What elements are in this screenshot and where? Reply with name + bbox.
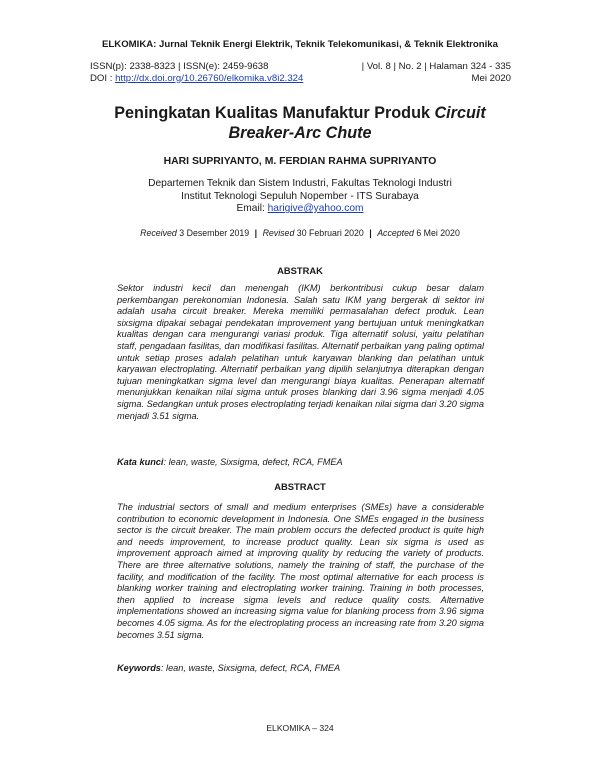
affiliation-institute: Institut Teknologi Sepuluh Nopember - ITS Surabaya <box>181 190 419 202</box>
email-label: Email: <box>236 203 268 215</box>
publication-meta-right <box>362 61 511 84</box>
abstract-keywords <box>117 663 484 673</box>
abstrak-heading: ABSTRAK <box>277 265 323 276</box>
journal-header: ELKOMIKA: Jurnal Teknik Energi Elektrik, Teknik Telekomunikasi, & Teknik Elektronika <box>102 39 498 50</box>
paper-title <box>60 104 540 143</box>
accepted-date: 6 Mei 2020 <box>413 228 460 238</box>
email-line <box>0 203 600 216</box>
revised-date: 30 Februari 2020 <box>294 228 364 238</box>
doi-line <box>90 73 303 85</box>
affiliation <box>0 178 600 216</box>
date-separator: | <box>254 228 258 238</box>
authors: HARI SUPRIYANTO, M. FERDIAN RAHMA SUPRIYANTO <box>163 156 437 167</box>
keywords-values: : lean, waste, Sixsigma, defect, RCA, FMEA <box>160 663 341 673</box>
article-dates <box>0 228 600 238</box>
email-link[interactable]: harigive@yahoo.com <box>267 203 364 215</box>
keywords-label: Keywords <box>117 663 161 673</box>
abstract-body: The industrial sectors of small and medium enterprises (SMEs) have a considerable contribution to economic development in Indonesia. One SMEs engaged in the business sector is the circuit breaker. The main problem occurs the defected product is quite high and needs improvement, to increase product quality. Lean six sigma is used as improvement approach aimed at improving quality by reducing the variety of products. There are three alternative solutions, namely the training of staff, the purchase of the facility, and modification of the facility. The most optimal alternative for each process is blanking worker training and electroplating worker training. Training in both processes, then applied to increase sigma levels and reduce quality costs. Alternative implementations showed an increasing sigma value for blanking process from 3.96 sigma becomes 4.05 sigma. As for the electroplating process an increasing rate from 3.20 sigma becomes 3.51 sigma. <box>117 502 484 640</box>
title-italic-part2: Breaker-Arc Chute <box>228 123 372 142</box>
received-date: 3 Desember 2019 <box>176 228 250 238</box>
abstrak-keywords <box>117 457 484 467</box>
issn-line: ISSN(p): 2338-8323 | ISSN(e): 2459-9638 <box>90 61 269 72</box>
date-separator: | <box>369 228 372 238</box>
title-regular: Peningkatan Kualitas Manufaktur Produk <box>114 104 435 122</box>
publication-date: Mei 2020 <box>471 72 511 84</box>
publication-meta-left <box>90 61 303 84</box>
kata-kunci-label: Kata kunci <box>117 457 164 467</box>
received-label: Received <box>140 228 177 238</box>
kata-kunci-values: : lean, waste, Sixsigma, defect, RCA, FMEA <box>163 457 343 467</box>
accepted-label: Accepted <box>377 228 414 238</box>
abstrak-body: Sektor industri kecil dan menengah (IKM) berkontribusi cukup besar dalam perkembangan perekonomian Indonesia. Salah satu IKM yang bergerak di sektor ini adalah usaha circuit breaker. Mereka memiliki permasalahan defect produk. Lean sixsigma dipakai sebagai pendekatan improvement yang bertujuan untuk meningkatkan kualitas dengan cara mengurangi variasi produk. Tiga alternatif solusi, yaitu pelatihan staff, pengadaan fasilitas, dan modifikasi fasilitas. Alternatif perbaikan yang paling optimal untuk setiap proses adalah pelatihan untuk karyawan blanking dan pelatihan untuk karyawan electroplating. Alternatif perbaikan yang dipilih selanjutnya diterapkan dengan tujuan meningkatkan sigma level dan mengurangi biaya kualitas. Penerapan alternatif menunjukkan kenaikan nilai sigma untuk proses blanking dari 3.96 sigma menjadi 4.05 sigma. Sedangkan untuk proses electroplating terjadi kenaikan nilai sigma dari 3.20 sigma menjadi 3.51 sigma. <box>117 283 484 421</box>
title-italic-part1: Circuit <box>434 104 486 122</box>
doi-link[interactable]: http://dx.doi.org/10.26760/elkomika.v8i2.324 <box>115 72 304 84</box>
abstract-heading: ABSTRACT <box>274 481 326 492</box>
revised-label: Revised <box>262 228 295 238</box>
affiliation-department: Departemen Teknik dan Sistem Industri, Fakultas Teknologi Industri <box>148 178 452 189</box>
page-footer: ELKOMIKA – 324 <box>266 723 334 733</box>
volume-info: | Vol. 8 | No. 2 | Halaman 324 - 335 <box>361 61 511 72</box>
doi-label: DOI : <box>90 72 116 84</box>
